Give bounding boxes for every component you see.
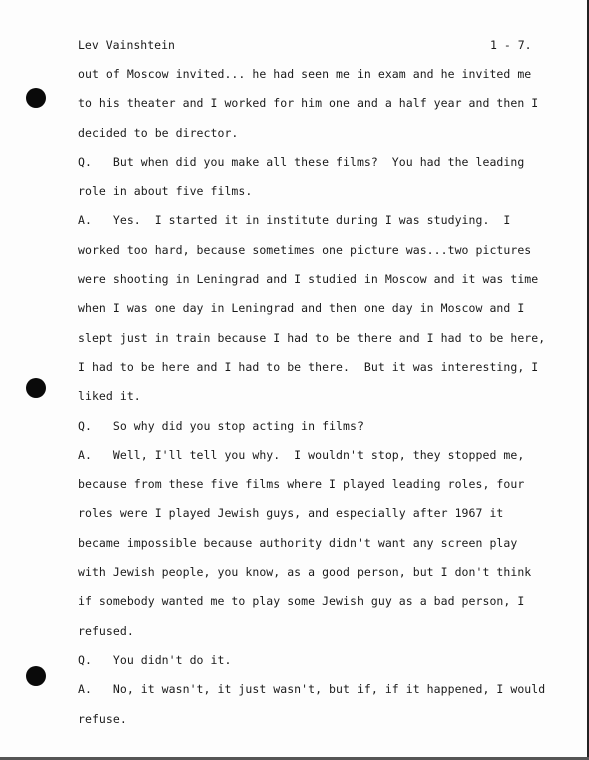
text-line: role in about five films. [78,184,253,199]
text-line: if somebody wanted me to play some Jewish guy as a bad person, I [78,594,525,609]
text-line: roles were I played Jewish guys, and especially after 1967 it [78,506,504,521]
text-line: refused. [78,623,134,638]
text-line: Q. You didn't do it. [78,652,232,667]
header-name: Lev Vainshtein [78,38,175,52]
punch-hole-icon [26,666,46,686]
text-line: liked it. [78,389,141,404]
text-line: because from these five films where I played leading roles, four [78,477,525,492]
text-line: A. No, it wasn't, it just wasn't, but if, if it happened, I would [78,682,546,697]
transcript-body [78,64,548,738]
text-line: became impossible because authority didn't want any screen play [78,535,518,550]
text-line: were shooting in Leningrad and I studied in Moscow and it was time [78,272,539,287]
text-line: A. Well, I'll tell you why. I wouldn't stop, they stopped me, [78,447,525,462]
text-line: worked too hard, because sometimes one picture was...two pictures [78,242,532,257]
text-line: refuse. [78,711,127,726]
text-line: A. Yes. I started it in institute during I was studying. I [78,213,511,228]
text-line: Q. So why did you stop acting in films? [78,418,364,433]
page-number: 1 - 7. [490,38,532,52]
punch-hole-icon [26,88,46,108]
text-line: slept just in train because I had to be there and I had to be here, [78,330,546,345]
text-line: with Jewish people, you know, as a good person, but I don't think [78,565,532,580]
text-line: Q. But when did you make all these films? You had the leading [78,154,525,169]
punch-hole-icon [26,378,46,398]
text-line: when I was one day in Leningrad and then one day in Moscow and I [78,301,525,316]
text-line: out of Moscow invited... he had seen me in exam and he invited me [78,67,532,81]
text-line: to his theater and I worked for him one and a half year and then I [78,96,539,111]
text-line: I had to be here and I had to be there. But it was interesting, I [78,359,539,374]
text-line: decided to be director. [78,125,239,140]
